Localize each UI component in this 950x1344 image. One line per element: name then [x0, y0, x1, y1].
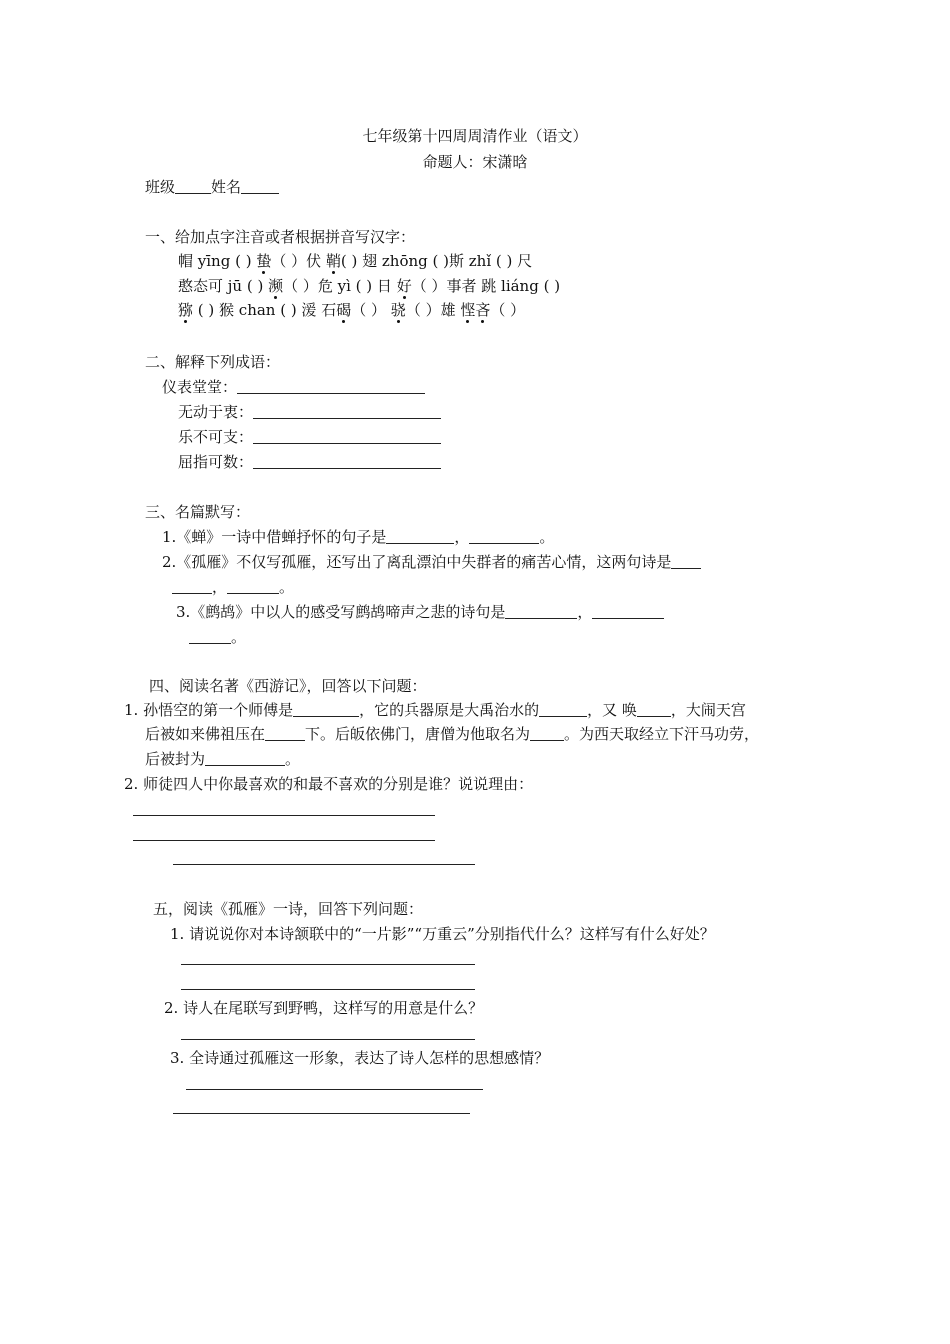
answer-blank[interactable]: [265, 725, 305, 741]
idiom-item-1: 仪表堂堂：: [162, 377, 425, 397]
answer-line[interactable]: [181, 1039, 475, 1040]
answer-blank[interactable]: [592, 603, 664, 619]
page-title: 七年级第十四周周清作业（语文）: [362, 127, 588, 145]
recite-q2: 2.《孤雁》不仅写孤雁，还写出了离乱漂泊中失群者的痛苦心情，这两句诗是: [162, 552, 701, 572]
idiom-item-2: 无动于衷：: [178, 402, 441, 422]
idiom-item-4: 屈指可数：: [178, 452, 441, 472]
answer-blank[interactable]: [293, 701, 359, 717]
recite-q2-cont: ， 。: [172, 577, 294, 597]
answer-blank[interactable]: [469, 528, 539, 544]
poem-q3: 3. 全诗通过孤雁这一形象，表达了诗人怎样的思想感情？: [170, 1049, 550, 1067]
recite-q3-cont: 。: [189, 627, 246, 647]
pinyin-row-2: 憨态可 jū ( ) 濒（ ）危 yì ( ) 日 好（ ）事者 跳 liáng ( ): [178, 277, 561, 295]
poem-q2: 2. 诗人在尾联写到野鸭，这样写的用意是什么？: [164, 999, 484, 1017]
answer-blank[interactable]: [253, 453, 441, 469]
recite-q3: 3.《鹧鸪》中以人的感受写鹧鸪啼声之悲的诗句是 ，: [176, 602, 664, 622]
answer-blank[interactable]: [172, 578, 212, 594]
poem-q1: 1. 请说说你对本诗颔联中的“一片影”“万重云”分别指代什么？这样写有什么好处？: [170, 925, 715, 943]
class-name-line: [145, 177, 279, 197]
author-line: 命题人：宋潇晗: [422, 153, 528, 171]
answer-blank[interactable]: [530, 725, 564, 741]
answer-blank[interactable]: [637, 701, 671, 717]
novel-q1-line2: 后被如来佛祖压在 下。后皈依佛门，唐僧为他取名为 。为西天取经立下汗马功劳，: [145, 725, 760, 743]
answer-line[interactable]: [173, 864, 475, 865]
answer-line[interactable]: [181, 964, 475, 965]
section-3-title: 三、名篇默写：: [145, 503, 251, 521]
novel-q2: 2. 师徒四人中你最喜欢的和最不喜欢的分别是谁？说说理由：: [124, 775, 534, 793]
answer-line[interactable]: [181, 989, 475, 990]
idiom-item-3: 乐不可支：: [178, 427, 441, 447]
class-label: 班级: [145, 178, 176, 196]
answer-blank[interactable]: [386, 528, 454, 544]
section-2-title: 二、解释下列成语：: [145, 353, 281, 371]
answer-blank[interactable]: [505, 603, 577, 619]
name-blank[interactable]: [241, 178, 279, 194]
section-4-title: 四、阅读名著《西游记》，回答以下问题：: [149, 677, 427, 695]
novel-q1-line3: 后被封为 。: [145, 750, 301, 768]
answer-blank[interactable]: [227, 578, 279, 594]
answer-blank[interactable]: [189, 628, 231, 644]
pinyin-row-3: 猕 ( ) 猴 chan ( ) 湲 石碣（ ） 骁（ ）雄 悭吝（ ）: [178, 301, 526, 319]
answer-line[interactable]: [133, 840, 435, 841]
answer-blank[interactable]: [253, 403, 441, 419]
answer-line[interactable]: [173, 1113, 470, 1114]
name-label: 姓名: [211, 178, 242, 196]
answer-blank[interactable]: [237, 378, 425, 394]
answer-line[interactable]: [186, 1089, 483, 1090]
answer-blank[interactable]: [253, 428, 441, 444]
novel-q1-line1: 1. 孙悟空的第一个师傅是 ，它的兵器原是大禹治水的 ，又 唤 ，大闹天宫: [124, 701, 746, 719]
answer-blank[interactable]: [539, 701, 587, 717]
answer-blank[interactable]: [671, 553, 701, 569]
answer-line[interactable]: [133, 815, 435, 816]
section-1-title: 一、给加点字注音或者根据拼音写汉字：: [145, 228, 416, 246]
class-blank[interactable]: [175, 178, 211, 194]
pinyin-row-1: 帽 yīng ( ) 蛰（ ）伏 鞘( ) 翅 zhōng ( )斯 zhǐ ( ) 尺: [178, 252, 533, 270]
answer-blank[interactable]: [205, 750, 285, 766]
section-5-title: 五，阅读《孤雁》一诗，回答下列问题：: [153, 900, 424, 918]
recite-q1: 1.《蝉》一诗中借蝉抒怀的句子是 ， 。: [162, 528, 555, 546]
